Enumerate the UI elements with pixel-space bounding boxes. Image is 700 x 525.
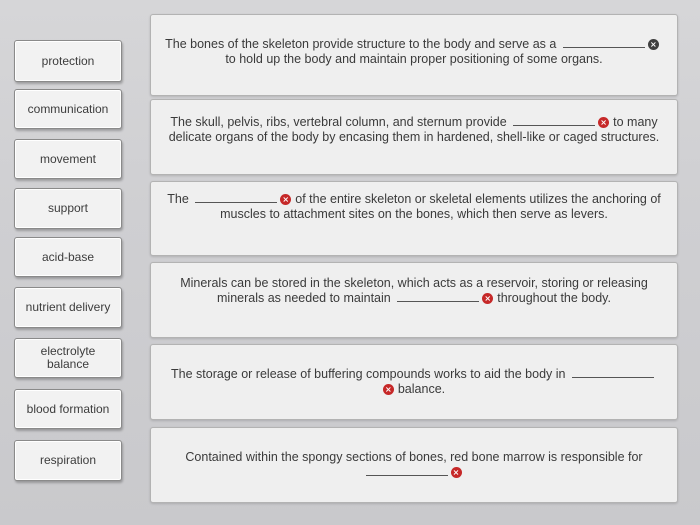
statement-text: to many delicate organs of the body by encasing them in hardened, shell-like or caged structures. bbox=[168, 115, 660, 144]
option-communication[interactable] bbox=[14, 89, 122, 129]
option-label: acid-base bbox=[41, 249, 95, 264]
x-circle-icon[interactable]: × bbox=[482, 293, 493, 304]
x-circle-icon[interactable]: × bbox=[383, 384, 394, 395]
statement-card-1 bbox=[150, 14, 678, 96]
answer-drop-zone[interactable] bbox=[397, 291, 479, 302]
option-label: respiration bbox=[39, 453, 97, 467]
answer-drop-zone[interactable] bbox=[366, 465, 448, 476]
option-respiration[interactable] bbox=[14, 440, 122, 481]
option-label: electrolyte balance bbox=[40, 344, 96, 371]
statement-text: Minerals can be stored in the skeleton, which acts as a reservoir, storing or releasing minerals as needed to maintain bbox=[180, 276, 648, 305]
option-nutrient-delivery[interactable] bbox=[14, 287, 122, 328]
statement-text: to hold up the body and maintain proper positioning of some organs. bbox=[225, 52, 603, 66]
answer-drop-zone[interactable] bbox=[563, 37, 645, 48]
x-circle-icon[interactable]: × bbox=[451, 467, 462, 478]
statement-text: throughout the body. bbox=[497, 291, 611, 305]
option-label: nutrient delivery bbox=[25, 300, 111, 314]
option-label: blood formation bbox=[26, 401, 110, 416]
option-electrolyte-balance[interactable] bbox=[14, 338, 122, 378]
answer-drop-zone[interactable] bbox=[195, 192, 277, 203]
option-label: movement bbox=[39, 151, 97, 166]
statement-card-6 bbox=[150, 427, 678, 503]
x-circle-icon[interactable]: × bbox=[598, 117, 609, 128]
statement-text: Contained within the spongy sections of bones, red bone marrow is responsible for bbox=[185, 450, 643, 464]
option-label: support bbox=[47, 201, 89, 215]
option-acid-base[interactable] bbox=[14, 237, 122, 277]
option-movement[interactable] bbox=[14, 139, 122, 179]
x-circle-icon[interactable]: × bbox=[280, 194, 291, 205]
statement-card-2 bbox=[150, 99, 678, 175]
statement-text: The bones of the skeleton provide structure to the body and serve as a bbox=[165, 37, 557, 51]
option-label: communication bbox=[27, 101, 109, 116]
statement-text: The storage or release of buffering compounds works to aid the body in bbox=[171, 367, 566, 381]
statement-text: balance. bbox=[397, 382, 446, 396]
statement-text: of the entire skeleton or skeletal elements utilizes the anchoring of muscles to attachment sites on the bones, which then serve as levers. bbox=[220, 192, 661, 221]
option-label: protection bbox=[41, 53, 95, 68]
answer-drop-zone[interactable] bbox=[513, 115, 595, 126]
statement-card-5 bbox=[150, 344, 678, 420]
statement-text: The bbox=[167, 192, 189, 206]
statement-text: The skull, pelvis, ribs, vertebral column, and sternum provide bbox=[170, 115, 507, 129]
option-support[interactable] bbox=[14, 188, 122, 229]
statement-card-4 bbox=[150, 262, 678, 338]
option-protection[interactable] bbox=[14, 40, 122, 82]
statement-card-3 bbox=[150, 181, 678, 256]
option-blood-formation[interactable] bbox=[14, 389, 122, 429]
answer-drop-zone[interactable] bbox=[572, 367, 654, 378]
x-circle-icon[interactable]: × bbox=[648, 39, 659, 50]
